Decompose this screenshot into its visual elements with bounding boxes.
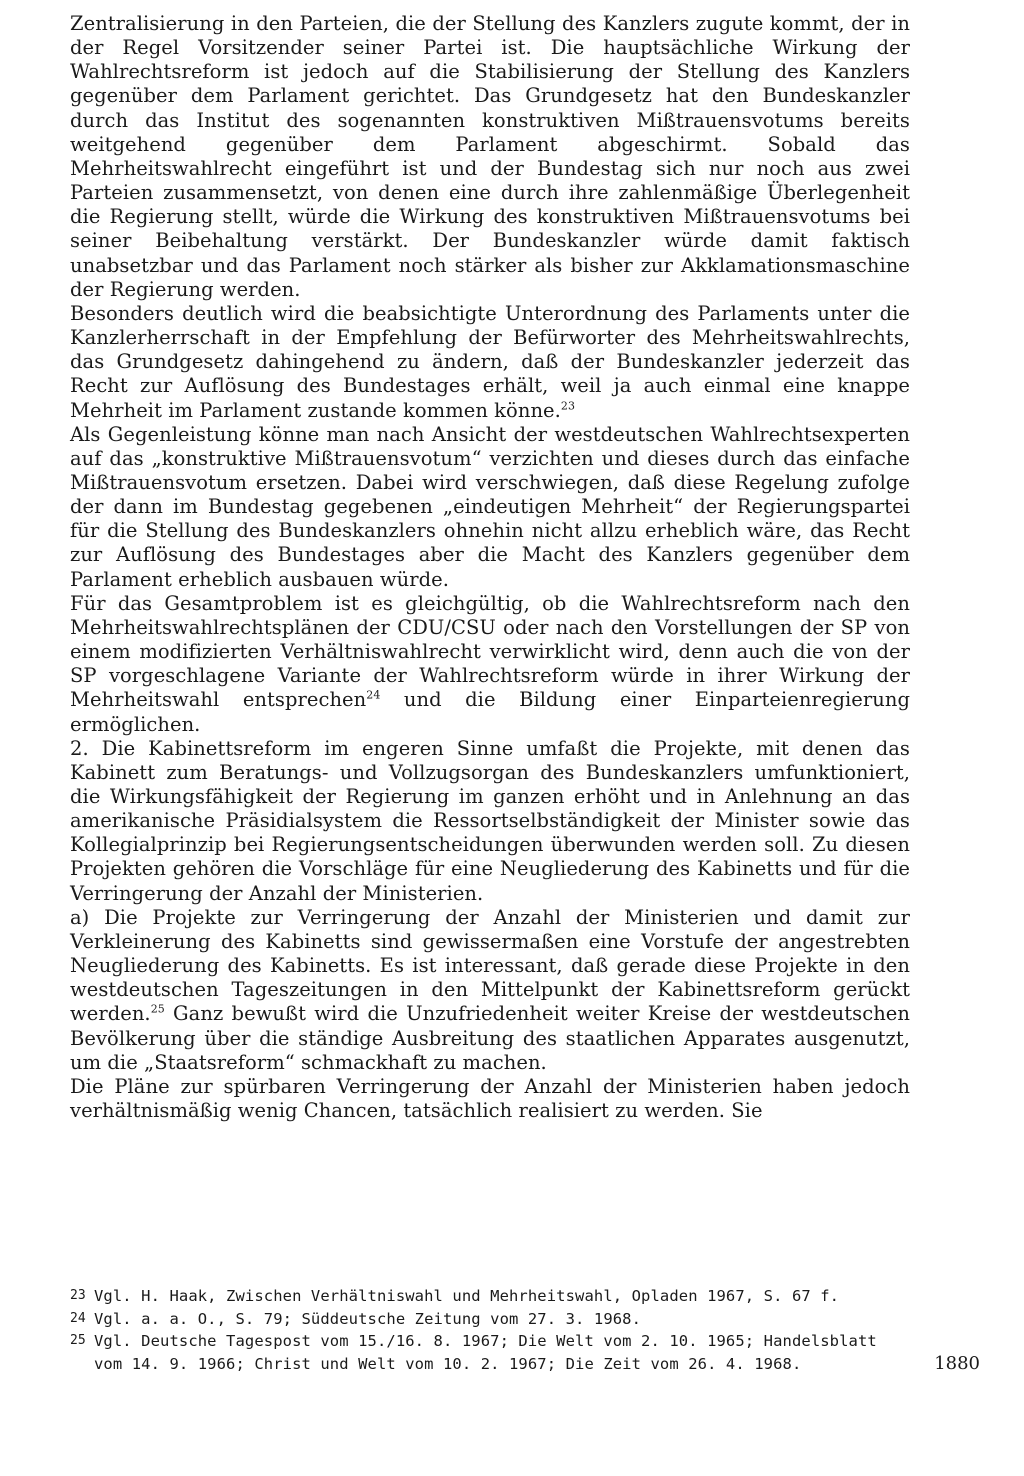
paragraph-text: Die Pläne zur spürbaren Verringerung der Anzahl der Ministerien haben jedoch verhältnismäßig wenig Chancen, tatsächlich realisiert zu werden. Sie: [70, 1074, 910, 1123]
paragraph-text: Als Gegenleistung könne man nach Ansicht der westdeutschen Wahlrechtsexperten auf das „konstruktive Mißtrauensvotum“ verzichten und dieses durch das einfache Mißtrauensvotum ersetzen. Dabei wird verschwiegen, daß diese Regelung zufolge der dann im Bundestag gegebenen „eindeutigen Mehrheit“ der Regierungspartei für die Stellung des Bundeskanzlers ohnehin nicht allzu erheblich wäre, das Recht zur Auflösung des Bundestages aber die Macht des Kanzlers gegenüber dem Parlament erheblich ausbauen würde.: [70, 422, 910, 591]
paragraph-text: 2. Die Kabinettsreform im engeren Sinne umfaßt die Projekte, mit denen das Kabinett zum Beratungs- und Vollzugsorgan des Bundeskanzlers umfunktioniert, die Wirkungsfähigkeit der Regierung im ganzen erhöht und in Anlehnung an das amerikanische Präsidialsystem die Ressortselbständigkeit der Minister sowie das Kollegialprinzip bei Regierungsentscheidungen überwunden werden soll. Zu diesen Projekten gehören die Vorschläge für eine Neugliederung des Kabinetts und für die Verringerung der Anzahl der Ministerien.: [70, 736, 910, 905]
paragraph: [70, 302, 910, 423]
footnote: [70, 1285, 910, 1308]
paragraph: [70, 906, 910, 1075]
footnote: [70, 1330, 910, 1375]
body-text: [70, 12, 910, 1123]
footnote-text: Vgl. Deutsche Tagespost vom 15./16. 8. 1967; Die Welt vom 2. 10. 1965; Handelsblatt vom 14. 9. 1966; Christ und Welt vom 10. 2. 1967; Die Zeit vom 26. 4. 1968.: [94, 1332, 877, 1373]
paragraph-text: a) Die Projekte zur Verringerung der Anzahl der Ministerien und damit zur Verkleinerung des Kabinetts sind gewissermaßen eine Vorstufe der angestrebten Neugliederung des Kabinetts. Es ist interessant, daß gerade diese Projekte in den westdeutschen Tageszeitungen in den Mittelpunkt der Kabinettsreform gerückt werden.: [70, 905, 910, 1026]
paragraph: [70, 737, 910, 906]
paragraph-text: Ganz bewußt wird die Unzufriedenheit weiter Kreise der westdeutschen Bevölkerung über die ständige Ausbreitung des staatlichen Apparates ausgenutzt, um die „Staatsreform“ schmackhaft zu machen.: [70, 1002, 910, 1074]
paragraph-text: und die Bildung einer Einparteienregierung ermöglichen.: [70, 688, 910, 736]
footnote-number: 24: [70, 1310, 86, 1326]
footnote: [70, 1308, 910, 1331]
footnote-reference: 23: [560, 399, 575, 412]
footnote-text: Vgl. a. a. O., S. 79; Süddeutsche Zeitung vom 27. 3. 1968.: [94, 1309, 642, 1328]
paragraph: [70, 1075, 910, 1123]
paragraph-text: Besonders deutlich wird die beabsichtigte Unterordnung des Parlaments unter die Kanzlerherrschaft in der Empfehlung der Befürworter des Mehrheitswahlrechts, das Grundgesetz dahingehend zu ändern, daß der Bundeskanzler jederzeit das Recht zur Auflösung des Bundestages erhält, weil ja auch einmal eine knappe Mehrheit im Parlament zustande kommen könne.: [70, 301, 910, 422]
footnotes: [70, 1285, 910, 1375]
paragraph-text: Zentralisierung in den Parteien, die der Stellung des Kanzlers zugute kommt, der in der Regel Vorsitzender seiner Partei ist. Die hauptsächliche Wirkung der Wahlrechtsreform ist jedoch auf die Stabilisierung der Stellung des Kanzlers gegenüber dem Parlament gerichtet. Das Grundgesetz hat den Bundeskanzler durch das Institut des sogenannten konstruktiven Mißtrauensvotums bereits weitgehend gegenüber dem Parlament abgeschirmt. Sobald das Mehrheitswahlrecht eingeführt ist und der Bundestag sich nur noch aus zwei Parteien zusammensetzt, von denen eine durch ihre zahlenmäßige Überlegenheit die Regierung stellt, würde die Wirkung des konstruktiven Mißtrauensvotums bei seiner Beibehaltung verstärkt. Der Bundeskanzler würde damit faktisch unabsetzbar und das Parlament noch stärker als bisher zur Akklamationsmaschine der Regierung werden.: [70, 12, 910, 301]
paragraph: [70, 592, 910, 737]
footnote-number: 23: [70, 1288, 86, 1303]
footnote-reference: 24: [366, 688, 381, 702]
paragraph: [70, 423, 910, 592]
footnote-reference: 25: [150, 1002, 165, 1016]
paragraph: [70, 12, 910, 302]
page-number: 1880: [934, 1353, 980, 1374]
paragraph-text: Für das Gesamtproblem ist es gleichgültig, ob die Wahlrechtsreform nach den Mehrheitswahlrechtsplänen der CDU/CSU oder nach den Vorstellungen der SP von einem modifizierten Verhältniswahlrecht verwirklicht wird, denn auch die von der SP vorgeschlagene Variante der Wahlrechtsreform würde in ihrer Wirkung der Mehrheitswahl entsprechen: [70, 591, 910, 712]
footnote-text: Vgl. H. Haak, Zwischen Verhältniswahl und Mehrheitswahl, Opladen 1967, S. 67 f.: [94, 1287, 840, 1305]
footnote-number: 25: [70, 1333, 86, 1348]
